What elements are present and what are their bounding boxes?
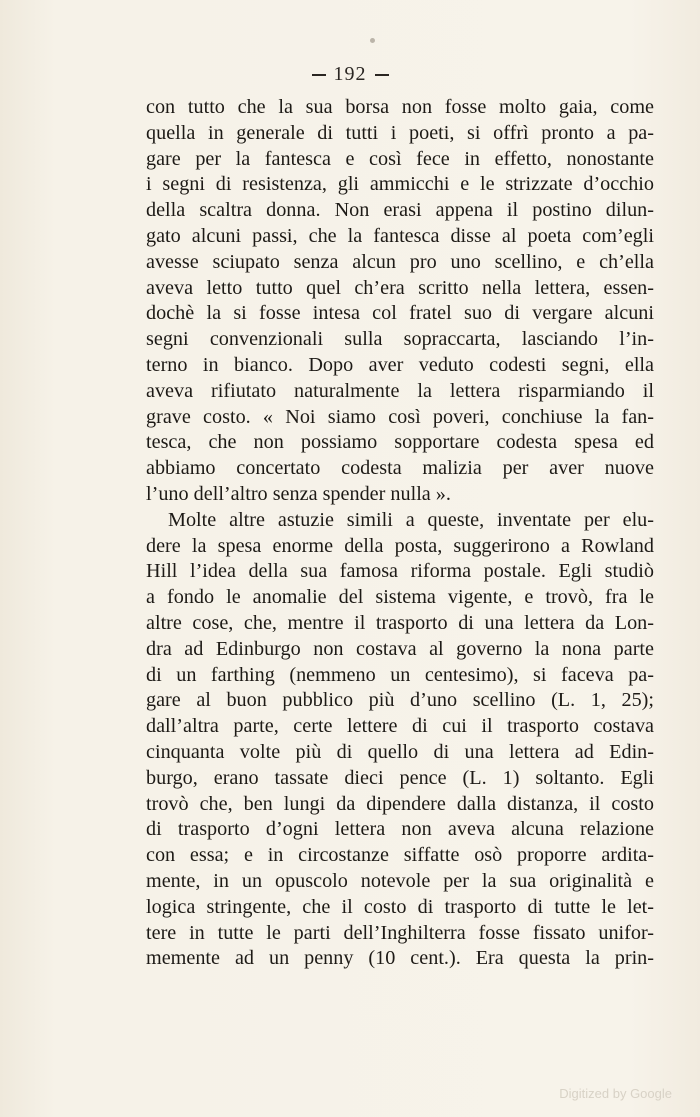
- text-line: segni convenzionali sulla sopraccarta, lasciando l’in-: [146, 328, 654, 351]
- header-dash-left: [312, 74, 326, 76]
- text-line: dochè la si fosse intesa col fratel suo di vergare alcuni: [146, 302, 654, 325]
- text-line: burgo, erano tassate dieci pence (L. 1) soltanto. Egli: [146, 766, 654, 789]
- header-dash-right: [375, 74, 389, 76]
- text-line: quella in generale di tutti i poeti, si offrì pronto a pa-: [146, 121, 654, 144]
- text-line: l’uno dell’altro senza spender nulla ».: [146, 482, 451, 505]
- text-line: grave costo. « Noi siamo così poveri, conchiuse la fan-: [146, 405, 654, 428]
- text-line: memente ad un penny (10 cent.). Era questa la prin-: [146, 947, 654, 970]
- text-line: mente, in un opuscolo notevole per la sua originalità e: [146, 869, 654, 892]
- text-line: gare al buon pubblico più d’uno scellino (L. 1, 25);: [146, 689, 654, 712]
- text-line: dall’altra parte, certe lettere di cui il trasporto costava: [146, 715, 654, 738]
- text-line: aveva rifiutato naturalmente la lettera risparmiando il: [146, 379, 654, 402]
- text-line: con essa; e in circostanze siffatte osò proporre ardita-: [146, 844, 654, 867]
- text-line: Hill l’idea della sua famosa riforma postale. Egli studiò: [146, 560, 654, 583]
- text-line: avesse sciupato senza alcun pro uno scellino, e ch’ella: [146, 250, 654, 273]
- body-text: [146, 95, 654, 972]
- paragraph-2: [146, 508, 654, 972]
- text-line: di trasporto d’ogni lettera non aveva alcuna relazione: [146, 818, 654, 841]
- text-line: abbiamo concertato codesta malizia per aver nuove: [146, 457, 654, 480]
- text-line: con tutto che la sua borsa non fosse molto gaia, come: [146, 96, 654, 118]
- text-line: terno in bianco. Dopo aver veduto codesti segni, ella: [146, 353, 654, 376]
- text-line: tere in tutte le parti dell’Inghilterra fosse fissato unifor-: [146, 921, 654, 944]
- paragraph-1: [146, 95, 654, 508]
- page-header: [0, 63, 700, 86]
- text-line: della scaltra donna. Non erasi appena il postino dilun-: [146, 199, 654, 222]
- text-line: dere la spesa enorme della posta, suggerirono a Rowland: [146, 534, 654, 557]
- ink-spot: [370, 38, 375, 43]
- text-line: dra ad Edinburgo non costava al governo la nona parte: [146, 637, 654, 660]
- text-line: gare per la fantesca e così fece in effetto, nonostante: [146, 147, 654, 170]
- text-line: altre cose, che, mentre il trasporto di una lettera da Lon-: [146, 611, 654, 634]
- text-line: trovò che, ben lungi da dipendere dalla distanza, il costo: [146, 792, 654, 815]
- text-line: tesca, che non possiamo sopportare codesta spesa ed: [146, 431, 654, 454]
- text-line: gato alcuni passi, che la fantesca disse al poeta com’egli: [146, 224, 654, 247]
- text-line: cinquanta volte più di quello di una lettera ad Edin-: [146, 740, 654, 763]
- text-line: aveva letto tutto quel ch’era scritto nella lettera, essen-: [146, 276, 654, 299]
- text-line: a fondo le anomalie del sistema vigente, e trovò, fra le: [146, 586, 654, 609]
- text-line: logica stringente, che il costo di trasporto di tutte le let-: [146, 895, 654, 918]
- text-line: di un farthing (nemmeno un centesimo), si faceva pa-: [146, 663, 654, 686]
- watermark: Digitized by Google: [559, 1086, 672, 1101]
- page-number: 192: [333, 63, 367, 85]
- text-line: Molte altre astuzie simili a queste, inventate per elu-: [168, 508, 654, 531]
- text-line: i segni di resistenza, gli ammicchi e le strizzate d’occhio: [146, 173, 654, 196]
